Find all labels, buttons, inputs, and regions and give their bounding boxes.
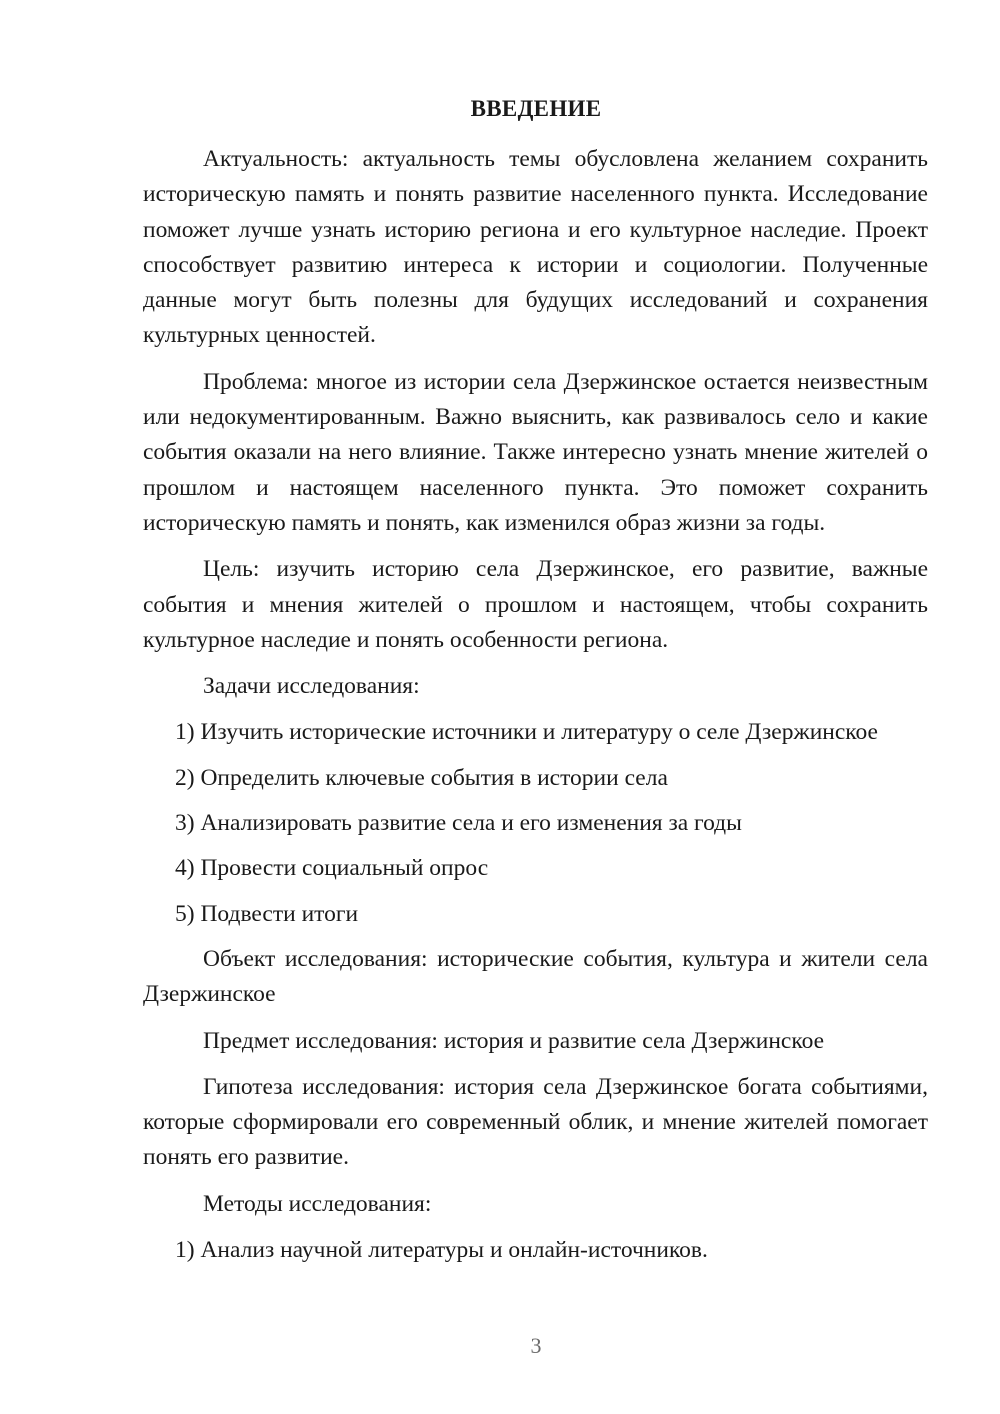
methods-list [143,1233,928,1268]
page-number: 3 [530,1333,542,1358]
problem-paragraph: Проблема: многое из истории села Дзержинское остается неизвестным или недокументированным. Важно выяснить, как развивалось село и какие события оказали на него влияние. Также интересно узнать мнение жителей о прошлом и настоящем населенного пункта. Это поможет сохранить историческую память и понять, как изменился образ жизни за годы. [143,368,928,536]
list-item: 3) Анализировать развитие села и его изменения за годы [175,810,742,837]
section-title: ВВЕДЕНИЕ [470,96,602,121]
object-paragraph: Объект исследования: исторические события, культура и жители села Дзержинское [143,945,928,1008]
tasks-list [143,715,928,931]
hypothesis-paragraph: Гипотеза исследования: история села Дзержинское богата событиями, которые сформировали его современный облик, и мнение жителей помогает понять его развитие. [143,1073,928,1171]
list-item: 4) Провести социальный опрос [175,855,489,882]
list-item: 1) Анализ научной литературы и онлайн-источников. [175,1237,708,1264]
list-item: 1) Изучить исторические источники и литературу о селе Дзержинское [175,719,878,746]
document-body [143,142,928,1278]
goal-paragraph: Цель: изучить историю села Дзержинское, его развитие, важные события и мнения жителей о прошлом и настоящем, чтобы сохранить культурное наследие и понять особенности региона. [143,556,928,653]
subject-paragraph: Предмет исследования: история и развитие села Дзержинское [203,1027,825,1054]
methods-heading: Методы исследования: [203,1190,432,1217]
relevance-paragraph: Актуальность: актуальность темы обусловлена желанием сохранить историческую память и понять развитие населенного пункта. Исследование поможет лучше узнать историю региона и его культурное наследие. Проект способствует развитию интереса к истории и социологии. Полученные данные могут быть полезны для будущих исследований и сохранения культурных ценностей. [143,146,928,349]
tasks-heading: Задачи исследования: [203,673,420,700]
list-item: 2) Определить ключевые события в истории села [175,764,668,791]
list-item: 5) Подвести итоги [175,900,359,927]
